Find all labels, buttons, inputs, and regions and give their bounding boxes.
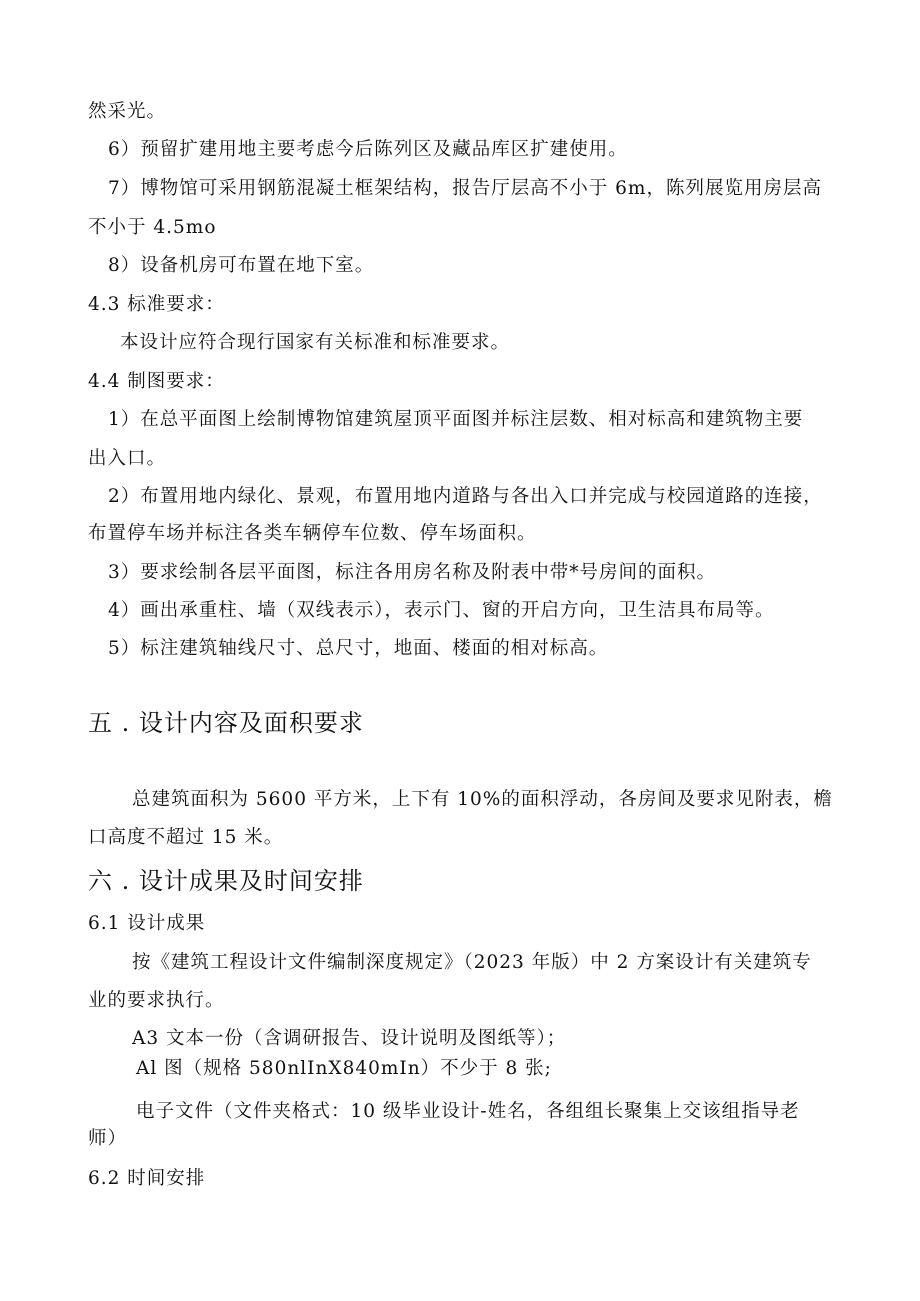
- list-item-3: 3）要求绘制各层平面图，标注各用房名称及附表中带*号房间的面积。: [108, 562, 717, 583]
- paragraph-line: 按《建筑工程设计文件编制深度规定》（2023 年版）中 2 方案设计有关建筑专: [132, 952, 812, 973]
- list-item-6: 6）预留扩建用地主要考虑今后陈列区及藏品库区扩建使用。: [108, 139, 628, 160]
- deliverable-item: Al 图（规格 580nlInX840mIn）不少于 8 张;: [136, 1058, 552, 1079]
- list-item-5: 5）标注建筑轴线尺寸、总尺寸，地面、楼面的相对标高。: [108, 638, 609, 659]
- paragraph-line: 布置停车场并标注各类车辆停车位数、停车场面积。: [88, 523, 537, 544]
- paragraph-line: 总建筑面积为 5600 平方米，上下有 10%的面积浮动，各房间及要求见附表，檐: [132, 789, 833, 810]
- section-heading-4-4: 4.4 制图要求：: [88, 371, 225, 392]
- paragraph-line: 不小于 4.5mo: [88, 217, 217, 238]
- section-heading-4-3: 4.3 标准要求：: [88, 294, 225, 315]
- chapter-heading-6: 六 . 设计成果及时间安排: [88, 867, 364, 895]
- section-heading-6-1: 6.1 设计成果: [88, 913, 206, 934]
- paragraph-line: 口高度不超过 15 米。: [88, 827, 284, 848]
- list-item-8: 8）设备机房可布置在地下室。: [108, 255, 375, 276]
- list-item-7: 7）博物馆可采用钢筋混凝土框架结构，报告厅层高不小于 6m，陈列展览用房层高: [108, 178, 822, 199]
- deliverable-item: 电子文件（文件夹格式：10 级毕业设计-姓名，各组组长聚集上交该组指导老: [136, 1101, 800, 1122]
- section-heading-6-2: 6.2 时间安排: [88, 1168, 206, 1189]
- paragraph-line: 本设计应符合现行国家有关标准和标准要求。: [120, 332, 511, 353]
- deliverable-item: A3 文本一份（含调研报告、设计说明及图纸等）；: [132, 1028, 567, 1049]
- paragraph-line: 师）: [88, 1128, 128, 1149]
- paragraph-line: 业的要求执行。: [88, 990, 225, 1011]
- chapter-heading-5: 五 . 设计内容及面积要求: [88, 709, 364, 737]
- list-item-4: 4）画出承重柱、墙（双线表示），表示门、窗的开启方向，卫生洁具布局等。: [108, 600, 775, 621]
- list-item-2: 2）布置用地内绿化、景观，布置用地内道路与各出入口并完成与校园道路的连接，: [108, 486, 823, 507]
- paragraph-line: 出入口。: [88, 448, 167, 469]
- list-item-1: 1）在总平面图上绘制博物馆建筑屋顶平面图并标注层数、相对标高和建筑物主要: [108, 409, 804, 430]
- paragraph-line: 然采光。: [88, 101, 167, 122]
